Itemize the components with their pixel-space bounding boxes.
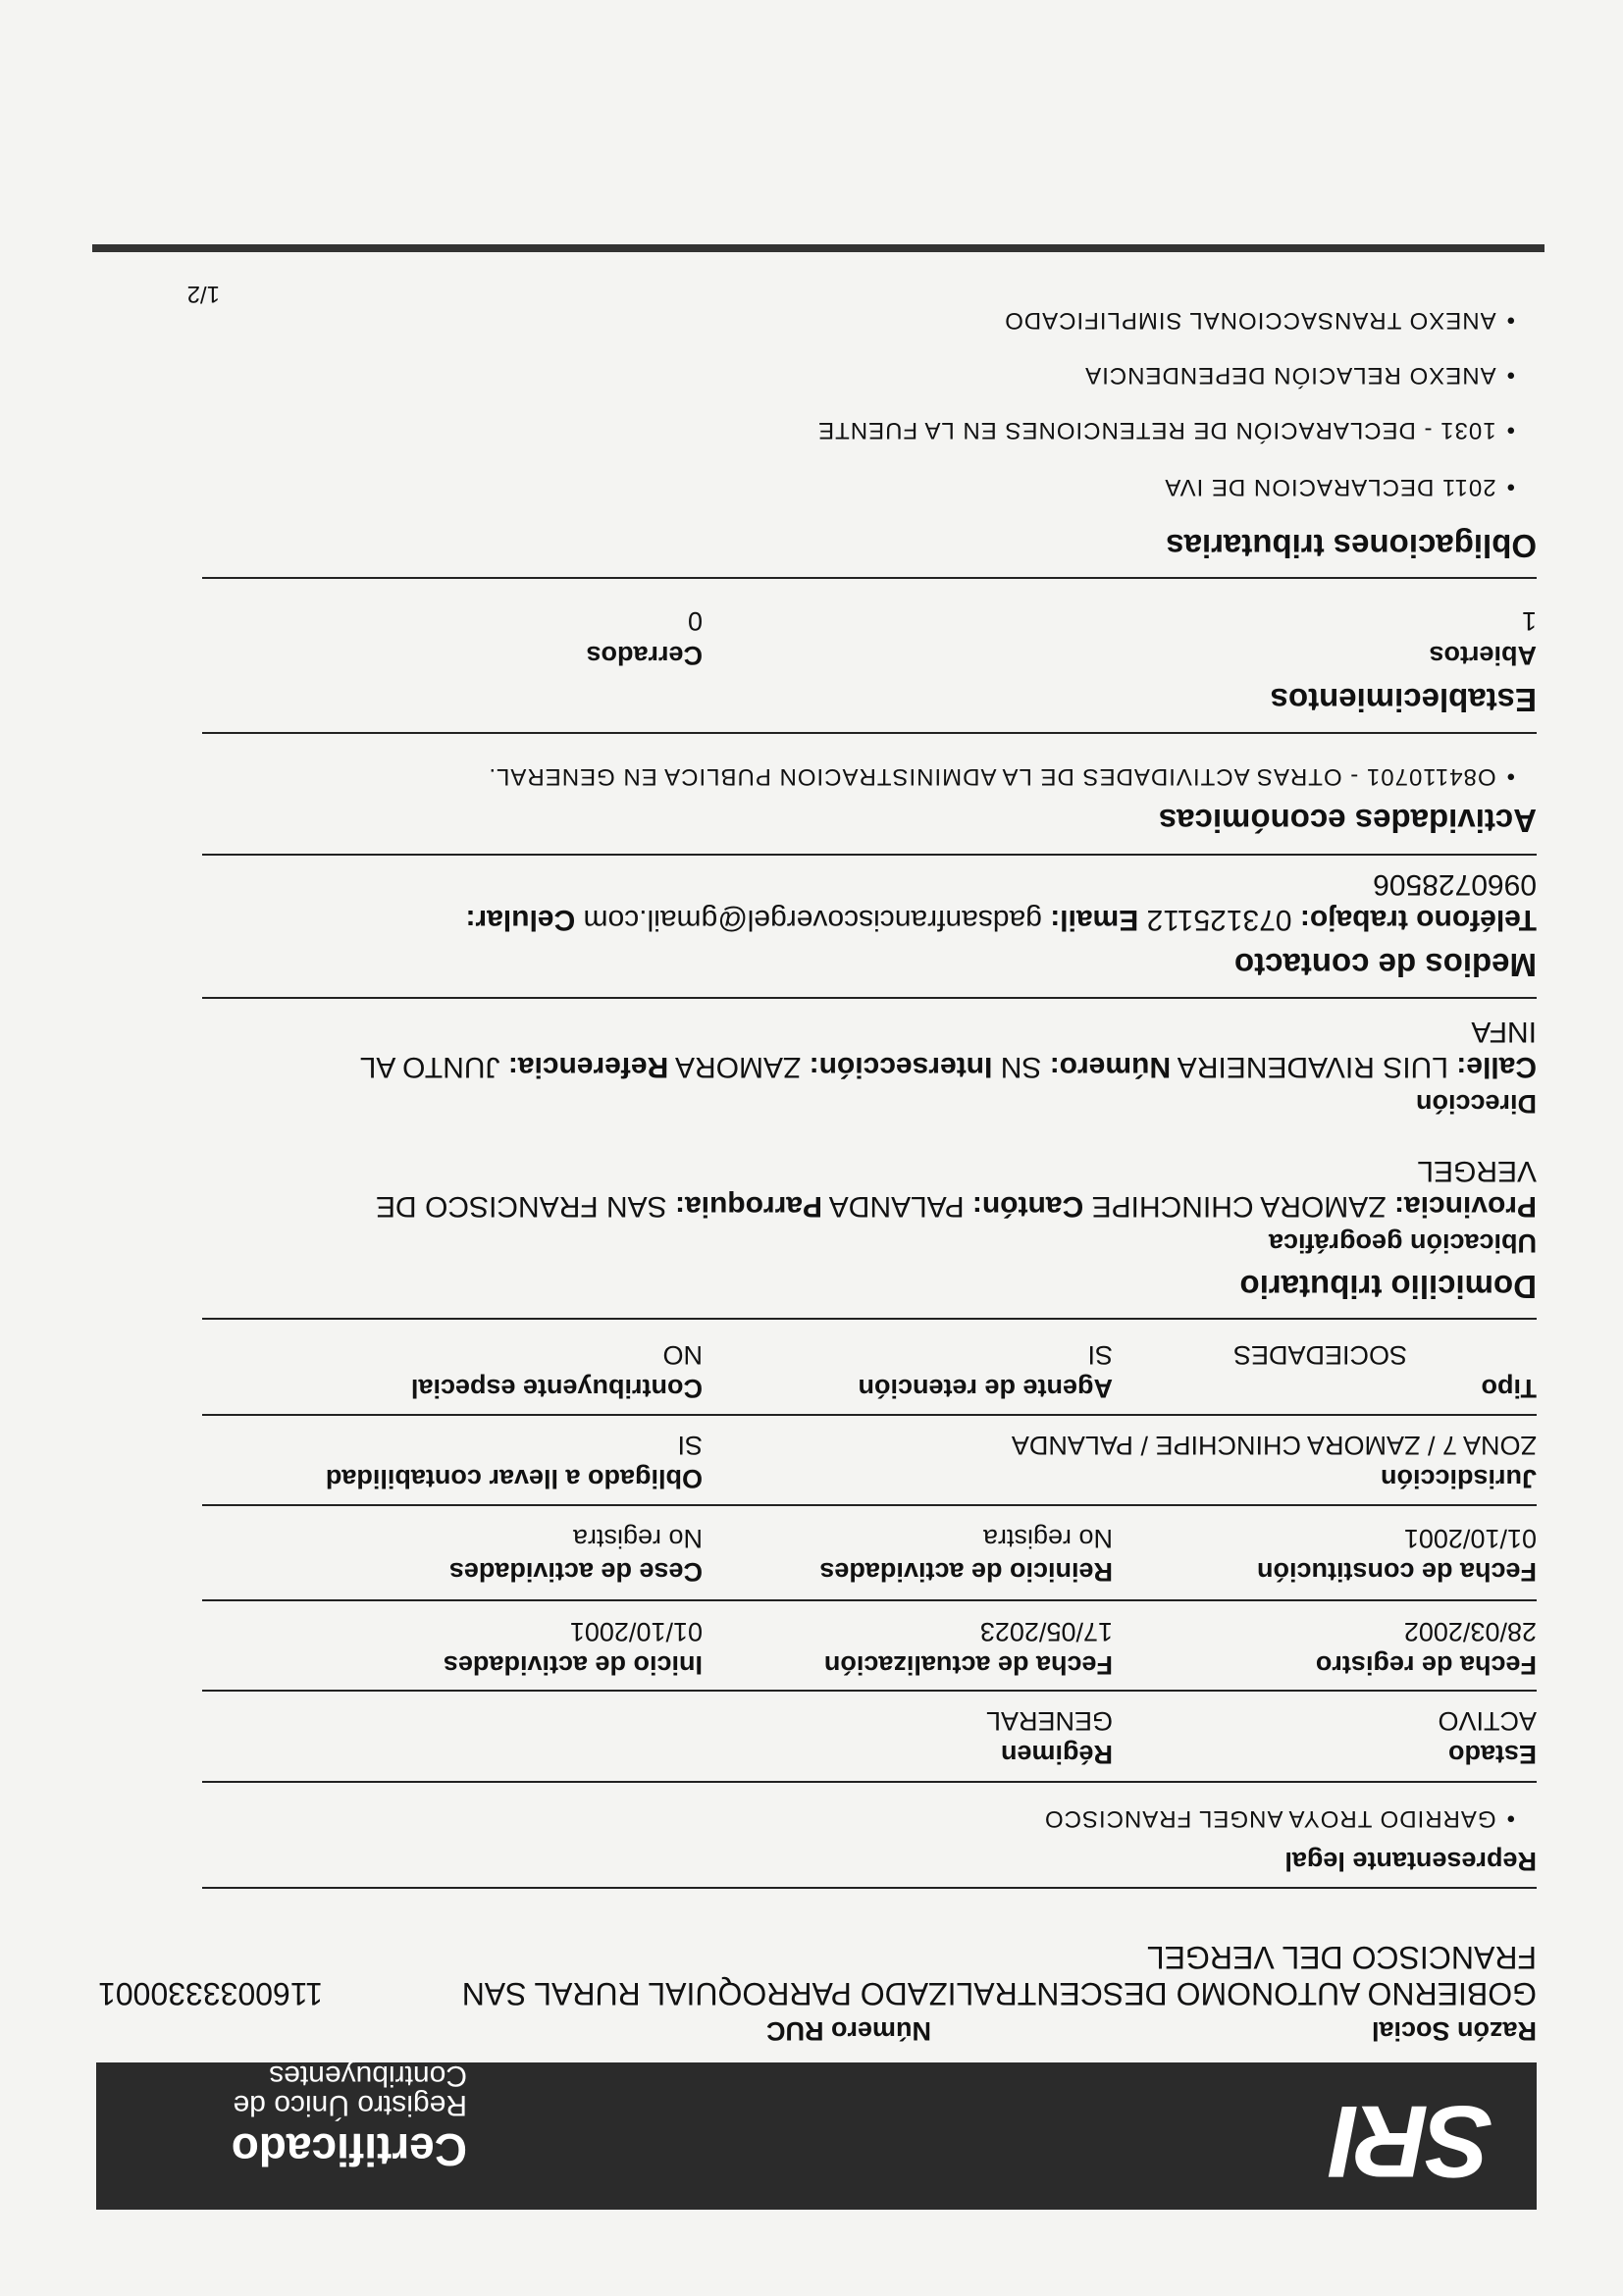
telefono-value: 073125112 (1146, 904, 1292, 936)
cese-actividades-label: Cese de actividades (448, 1557, 703, 1587)
email-value: gadsanfranciscovergel@gmail.com (583, 904, 1042, 936)
fecha-registro-value: 28/03/2002 (1403, 1617, 1537, 1646)
regimen-label: Régimen (1000, 1740, 1113, 1769)
obligado-contabilidad-label: Obligado a llevar contabilidad (325, 1464, 703, 1493)
ruc-value: 1160033330001 (98, 1976, 323, 2011)
domicilio-heading: Domicilio tributario (1239, 1269, 1537, 1305)
ubicacion-geografica-text (330, 1153, 1537, 1224)
calle-value: LUIS RIVADENEIRA (1178, 1051, 1448, 1083)
contacto-heading: Medios de contacto (1233, 947, 1537, 983)
tipo-label: Tipo (1481, 1374, 1537, 1403)
sri-logo: SRI (1334, 2084, 1492, 2198)
fecha-constitucion-value: 01/10/2001 (1403, 1524, 1537, 1553)
email-label: Email: (1050, 904, 1139, 936)
estado-value: ACTIVO (1438, 1706, 1537, 1736)
celular-value: 0960728506 (1373, 868, 1537, 901)
obligacion-item: • 2011 DECLARACION DE IVA (1164, 473, 1515, 500)
certificate-subtitle: Registro Único de Contribuyentes (233, 2060, 467, 2121)
fecha-actualizacion-label: Fecha de actualización (823, 1650, 1113, 1680)
cese-actividades-value: No registra (572, 1524, 703, 1553)
inicio-actividades-label: Inicio de actividades (443, 1650, 703, 1680)
divider (202, 997, 1537, 999)
divider (202, 854, 1537, 856)
referencia-label: Referencia: (507, 1051, 669, 1083)
interseccion-label: Intersección: (809, 1051, 993, 1083)
estado-label: Estado (1447, 1740, 1537, 1769)
parroquia-label: Parroquia: (675, 1190, 823, 1223)
obligacion-item: • ANEXO TRANSACCIONAL SIMPLIFICADO (1004, 306, 1515, 334)
actividad-item: • O84110701 - OTRAS ACTIVIDADES DE LA ADMINISTRACION PUBLICA EN GENERAL. (488, 762, 1515, 790)
numero-label: Número: (1049, 1051, 1172, 1083)
divider (202, 1414, 1537, 1416)
cerrados-label: Cerrados (586, 641, 703, 670)
certificate-sheet (82, 69, 1554, 2237)
parroquia-value: SAN FRANCISCO DE VERGEL (375, 1155, 1537, 1223)
ruc-label: Número RUC (765, 2016, 931, 2046)
provincia-value: ZAMORA CHINCHIPE (1091, 1190, 1387, 1223)
divider (202, 1504, 1537, 1506)
agente-retencion-value: SI (1087, 1340, 1113, 1370)
direccion-text (330, 1014, 1537, 1084)
actividades-heading: Actividades económicas (1158, 803, 1537, 839)
direccion-label: Dirección (1415, 1089, 1537, 1119)
canton-value: PALANDA (830, 1190, 965, 1223)
agente-retencion-label: Agente de retención (858, 1374, 1113, 1403)
divider (202, 577, 1537, 579)
contribuyente-especial-value: NO (662, 1340, 703, 1370)
fecha-registro-label: Fecha de registro (1315, 1650, 1537, 1680)
cerrados-value: 0 (687, 606, 703, 636)
divider (202, 1690, 1537, 1692)
abiertos-value: 1 (1521, 606, 1537, 636)
fecha-constitucion-label: Fecha de constitución (1256, 1557, 1537, 1587)
calle-label: Calle: (1456, 1051, 1537, 1083)
page-number: 1/2 (186, 281, 220, 307)
ubicacion-geografica-label: Ubicación geográfica (1268, 1228, 1537, 1258)
representante-legal-label: Representante legal (1284, 1847, 1537, 1876)
divider (202, 1887, 1537, 1889)
regimen-value: GENERAL (985, 1706, 1113, 1736)
razon-social-value: GOBIERNO AUTONOMO DESCENTRALIZADO PARROQUIAL RURAL SAN FRANCISCO DEL VERGEL (461, 1939, 1537, 2011)
sri-header-banner (96, 2062, 1537, 2210)
divider (202, 1781, 1537, 1783)
contacto-text (379, 866, 1537, 937)
tipo-value: SOCIEDADES (1232, 1340, 1407, 1370)
contribuyente-especial-label: Contribuyente especial (410, 1374, 703, 1403)
obligado-contabilidad-value: SI (677, 1431, 703, 1460)
interseccion-value: ZAMORA (676, 1051, 802, 1083)
fecha-actualizacion-value: 17/05/2023 (979, 1617, 1113, 1646)
provincia-label: Provincia: (1393, 1190, 1537, 1223)
referencia-value: JUNTO AL INFA (360, 1016, 1537, 1083)
telefono-label: Teléfono trabajo: (1299, 904, 1537, 936)
jurisdiccion-label: Jurisdicción (1380, 1464, 1537, 1493)
divider (202, 1599, 1537, 1601)
jurisdiccion-value: ZONA 7 / ZAMORA CHINCHIPE / PALANDA (1011, 1431, 1537, 1460)
divider (202, 732, 1537, 734)
razon-social-label: Razón Social (1371, 2016, 1537, 2046)
establecimientos-heading: Establecimientos (1270, 682, 1537, 718)
inicio-actividades-value: 01/10/2001 (569, 1617, 703, 1646)
obligaciones-heading: Obligaciones tributarias (1166, 528, 1537, 564)
reinicio-actividades-value: No registra (982, 1524, 1113, 1553)
reinicio-actividades-label: Reinicio de actividades (819, 1557, 1113, 1587)
footer-bar (92, 244, 1544, 252)
obligacion-item: • 1031 - DECLARACIÓN DE RETENCIONES EN LA FUENTE (817, 416, 1515, 444)
representante-item: • GARRIDO TROYA ANGEL FRANCISCO (1044, 1804, 1515, 1832)
numero-value: SN (1000, 1051, 1042, 1083)
canton-label: Cantón: (971, 1190, 1084, 1223)
certificate-title: Certificado (231, 2124, 467, 2175)
abiertos-label: Abiertos (1429, 641, 1537, 670)
divider (202, 1318, 1537, 1320)
obligacion-item: • ANEXO RELACIÓN DEPENDENCIA (1084, 361, 1515, 389)
celular-label: Celular: (465, 904, 576, 936)
